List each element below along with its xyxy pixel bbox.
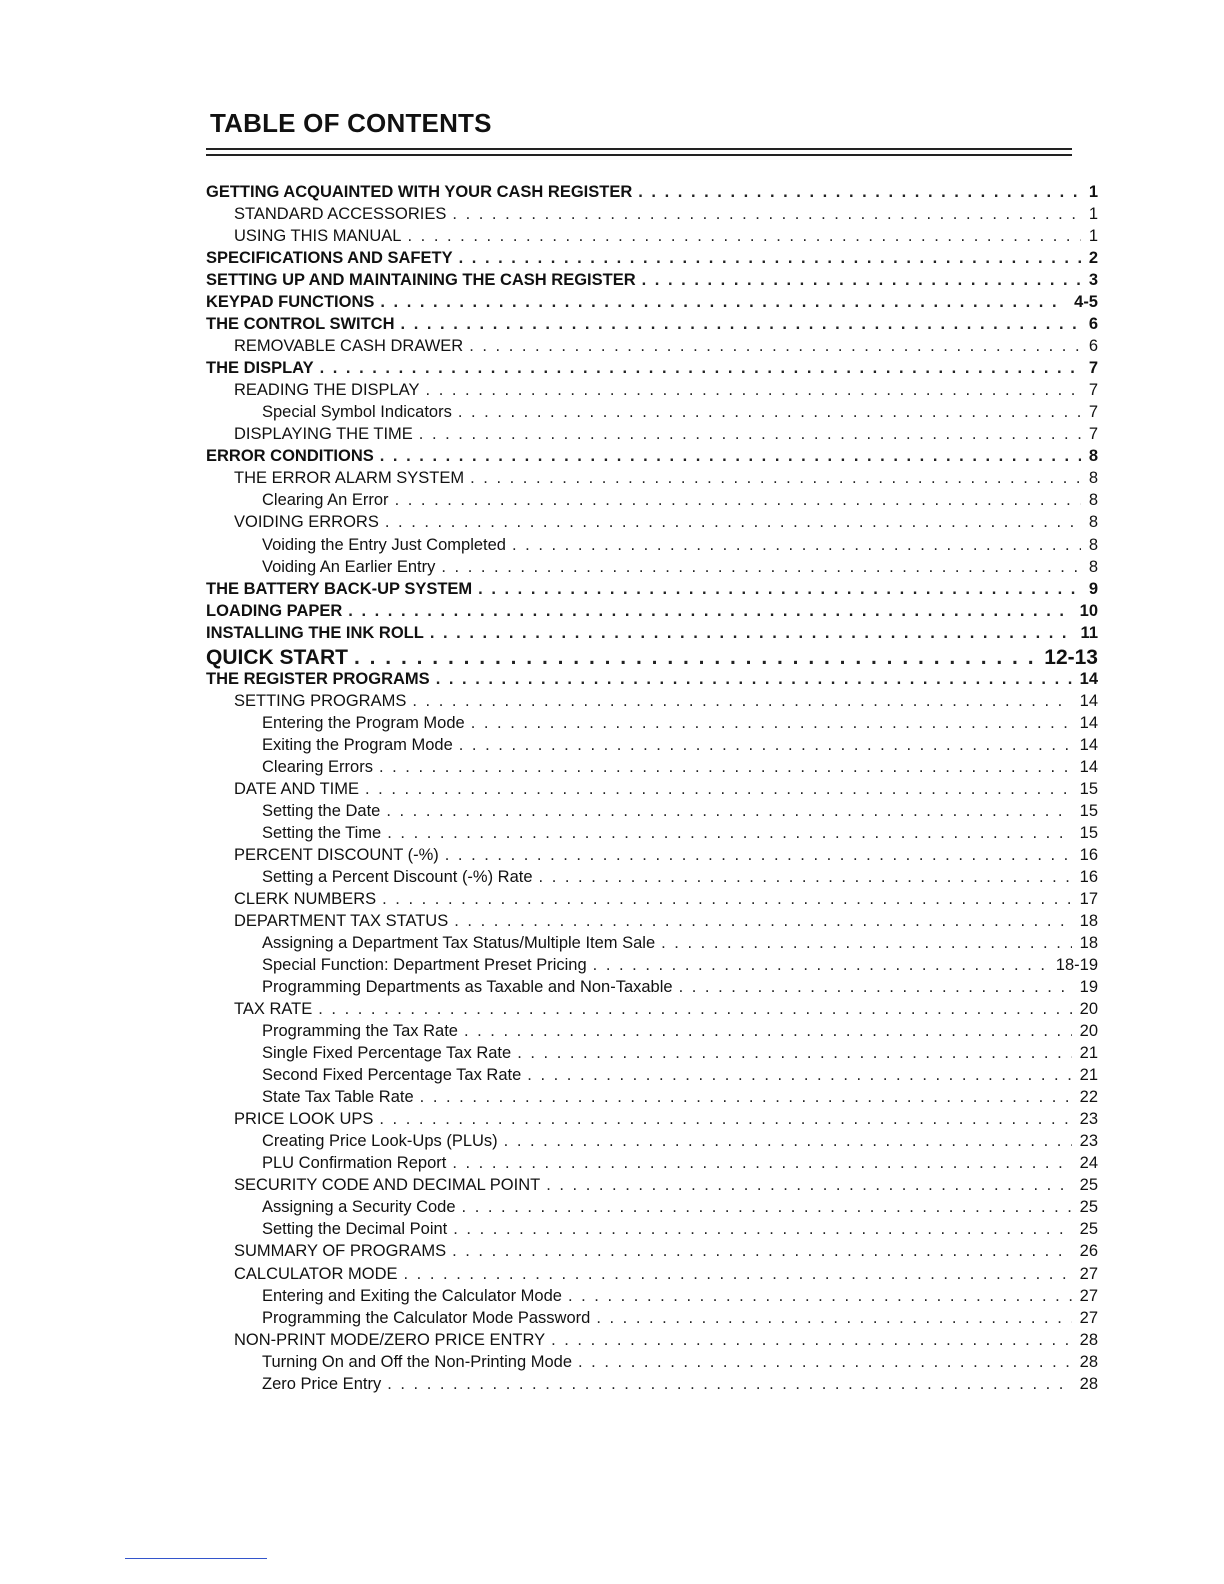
toc-entry-page: 28 bbox=[1079, 1330, 1098, 1349]
toc-entry bbox=[206, 513, 1098, 535]
toc-entry bbox=[206, 1110, 1098, 1132]
toc-entry bbox=[206, 956, 1098, 978]
toc-entry-page: 6 bbox=[1088, 315, 1098, 334]
toc-entry-label: Clearing An Error bbox=[262, 491, 389, 510]
dot-leader bbox=[539, 868, 1072, 887]
dot-leader bbox=[426, 381, 1081, 400]
toc-entry bbox=[206, 824, 1098, 846]
toc-entry bbox=[206, 846, 1098, 868]
toc-entry bbox=[206, 249, 1098, 271]
toc-entry bbox=[206, 692, 1098, 714]
dot-leader bbox=[452, 1242, 1072, 1261]
toc-entry-label: PLU Confirmation Report bbox=[262, 1154, 447, 1173]
toc-entry-page: 24 bbox=[1079, 1154, 1098, 1173]
toc-entry-label: VOIDING ERRORS bbox=[234, 513, 379, 532]
toc-entry-page: 8 bbox=[1088, 469, 1098, 488]
toc-entry bbox=[206, 868, 1098, 890]
dot-leader bbox=[469, 337, 1081, 356]
toc-entry-page: 9 bbox=[1088, 579, 1098, 598]
toc-entry-label: READING THE DISPLAY bbox=[234, 381, 420, 400]
toc-entry-label: DATE AND TIME bbox=[234, 779, 359, 798]
toc-entry-label: Clearing Errors bbox=[262, 757, 373, 776]
dot-leader bbox=[365, 780, 1072, 799]
toc-entry bbox=[206, 736, 1098, 758]
toc-entry-label: Entering and Exiting the Calculator Mode bbox=[262, 1286, 562, 1305]
toc-entry-label: Assigning a Security Code bbox=[262, 1198, 456, 1217]
toc-entry bbox=[206, 1309, 1098, 1331]
toc-entry-page: 1 bbox=[1088, 183, 1098, 201]
dot-leader bbox=[387, 1375, 1071, 1394]
toc-entry-label: Zero Price Entry bbox=[262, 1374, 382, 1393]
title-rule-top bbox=[206, 148, 1072, 150]
toc-entry bbox=[206, 934, 1098, 956]
title-rule-bottom bbox=[206, 154, 1072, 156]
toc-entry-label: Single Fixed Percentage Tax Rate bbox=[262, 1044, 512, 1063]
toc-entry-label: LOADING PAPER bbox=[206, 601, 343, 620]
toc-entry bbox=[206, 714, 1098, 736]
toc-entry-label: USING THIS MANUAL bbox=[234, 227, 402, 246]
toc-entry-label: SETTING PROGRAMS bbox=[234, 691, 407, 710]
toc-entry bbox=[206, 403, 1098, 425]
toc-entry-page: 27 bbox=[1079, 1286, 1098, 1305]
toc-entry-label: THE BATTERY BACK-UP SYSTEM bbox=[206, 579, 473, 598]
toc-entry-label: Programming the Tax Rate bbox=[262, 1022, 458, 1041]
toc-entry-page: 25 bbox=[1079, 1176, 1098, 1195]
toc-entry-page: 23 bbox=[1079, 1110, 1098, 1129]
toc-entry-label: THE ERROR ALARM SYSTEM bbox=[234, 469, 465, 488]
toc-entry bbox=[206, 912, 1098, 934]
toc-entry-page: 7 bbox=[1088, 403, 1098, 422]
toc-entry-label: THE CONTROL SWITCH bbox=[206, 315, 395, 334]
toc-entry-page: 4-5 bbox=[1074, 293, 1098, 312]
toc-entry bbox=[206, 1375, 1098, 1397]
toc-entry-page: 8 bbox=[1088, 513, 1098, 532]
toc-entry-page: 27 bbox=[1079, 1264, 1098, 1283]
toc-entry-page: 28 bbox=[1079, 1374, 1098, 1393]
toc-entry-label: Special Function: Department Preset Pricing bbox=[262, 956, 587, 975]
toc-entry bbox=[206, 469, 1098, 491]
toc-entry-page: 14 bbox=[1079, 757, 1098, 776]
toc-entry-page: 8 bbox=[1088, 535, 1098, 554]
dot-leader bbox=[578, 1353, 1072, 1372]
dot-leader bbox=[382, 890, 1072, 909]
toc-entry-label: REMOVABLE CASH DRAWER bbox=[234, 337, 464, 356]
toc-entry-label: CALCULATOR MODE bbox=[234, 1264, 398, 1283]
dot-leader bbox=[568, 1287, 1072, 1306]
dot-leader bbox=[407, 227, 1080, 246]
toc-entry bbox=[206, 1198, 1098, 1220]
toc-entry bbox=[206, 183, 1098, 205]
toc-entry bbox=[206, 1176, 1098, 1198]
dot-leader bbox=[420, 1088, 1072, 1107]
toc-entry-page: 8 bbox=[1088, 491, 1098, 510]
toc-entry bbox=[206, 293, 1098, 315]
toc-entry bbox=[206, 602, 1098, 624]
toc-entry-page: 7 bbox=[1088, 425, 1098, 444]
toc-entry-label: Creating Price Look-Ups (PLUs) bbox=[262, 1132, 498, 1151]
toc-entry bbox=[206, 558, 1098, 580]
dot-leader bbox=[385, 513, 1081, 532]
toc-entry-page: 1 bbox=[1088, 227, 1098, 246]
toc-list bbox=[206, 183, 1098, 1397]
toc-entry-label: Programming the Calculator Mode Password bbox=[262, 1308, 591, 1327]
toc-entry-label: PERCENT DISCOUNT (-%) bbox=[234, 845, 439, 864]
toc-entry-page: 22 bbox=[1079, 1088, 1098, 1107]
toc-entry-label: SPECIFICATIONS AND SAFETY bbox=[206, 249, 453, 268]
toc-entry-page: 14 bbox=[1079, 691, 1098, 710]
page-title: TABLE OF CONTENTS bbox=[210, 108, 492, 138]
toc-entry-page: 16 bbox=[1079, 867, 1098, 886]
toc-entry bbox=[206, 758, 1098, 780]
toc-entry-page: 12-13 bbox=[1044, 645, 1098, 669]
toc-entry-label: Exiting the Program Mode bbox=[262, 735, 453, 754]
toc-entry-label: INSTALLING THE INK ROLL bbox=[206, 623, 424, 642]
dot-leader bbox=[504, 1132, 1072, 1151]
toc-entry bbox=[206, 780, 1098, 802]
toc-entry-page: 16 bbox=[1079, 845, 1098, 864]
toc-entry-page: 26 bbox=[1079, 1242, 1098, 1261]
toc-entry-label: KEYPAD FUNCTIONS bbox=[206, 293, 375, 312]
toc-entry bbox=[206, 1066, 1098, 1088]
dot-leader bbox=[512, 536, 1081, 555]
toc-entry-label: THE DISPLAY bbox=[206, 359, 314, 378]
toc-entry-page: 18 bbox=[1079, 934, 1098, 953]
toc-entry bbox=[206, 1220, 1098, 1242]
toc-entry-label: SECURITY CODE AND DECIMAL POINT bbox=[234, 1176, 541, 1195]
dot-leader bbox=[459, 736, 1072, 755]
toc-entry-label: STANDARD ACCESSORIES bbox=[234, 205, 447, 224]
toc-entry bbox=[206, 447, 1098, 469]
toc-entry-label: NON-PRINT MODE/ZERO PRICE ENTRY bbox=[234, 1330, 546, 1349]
toc-entry-page: 15 bbox=[1079, 801, 1098, 820]
toc-entry bbox=[206, 1044, 1098, 1066]
toc-entry-page: 14 bbox=[1079, 669, 1098, 688]
toc-entry-page: 25 bbox=[1079, 1220, 1098, 1239]
toc-entry-label: Programming Departments as Taxable and Non-Taxable bbox=[262, 978, 673, 997]
toc-entry-page: 7 bbox=[1088, 359, 1098, 378]
toc-entry bbox=[206, 1331, 1098, 1353]
toc-entry-label: GETTING ACQUAINTED WITH YOUR CASH REGISTER bbox=[206, 183, 633, 201]
dot-leader bbox=[386, 802, 1071, 821]
toc-entry-page: 14 bbox=[1079, 735, 1098, 754]
toc-entry bbox=[206, 1000, 1098, 1022]
toc-entry-page: 19 bbox=[1079, 978, 1098, 997]
toc-entry-label: Entering the Program Mode bbox=[262, 713, 465, 732]
dot-leader bbox=[379, 758, 1072, 777]
dot-leader bbox=[478, 580, 1081, 599]
dot-leader bbox=[412, 692, 1071, 711]
dot-leader bbox=[527, 1066, 1071, 1085]
toc-entry bbox=[206, 491, 1098, 513]
toc-entry-page: 7 bbox=[1088, 381, 1098, 400]
toc-entry-page: 6 bbox=[1088, 337, 1098, 356]
dot-leader bbox=[638, 183, 1081, 202]
toc-entry-label: Second Fixed Percentage Tax Rate bbox=[262, 1066, 522, 1085]
toc-entry bbox=[206, 359, 1098, 381]
toc-entry bbox=[206, 580, 1098, 602]
page-footer-line bbox=[125, 1558, 267, 1559]
dot-leader bbox=[380, 293, 1066, 312]
toc-entry-label: DEPARTMENT TAX STATUS bbox=[234, 912, 449, 930]
toc-entry bbox=[206, 978, 1098, 1000]
toc-entry-label: SETTING UP AND MAINTAINING THE CASH REGISTER bbox=[206, 271, 636, 290]
dot-leader bbox=[419, 425, 1081, 444]
dot-leader bbox=[348, 602, 1071, 621]
toc-entry-label: Setting the Decimal Point bbox=[262, 1220, 448, 1239]
dot-leader bbox=[354, 646, 1036, 670]
toc-entry-label: Assigning a Department Tax Status/Multiple Item Sale bbox=[262, 934, 656, 953]
toc-entry-page: 18 bbox=[1079, 912, 1098, 930]
toc-entry-label: PRICE LOOK UPS bbox=[234, 1110, 374, 1129]
dot-leader bbox=[470, 469, 1081, 488]
dot-leader bbox=[471, 714, 1072, 733]
toc-entry-page: 28 bbox=[1079, 1352, 1098, 1371]
toc-entry bbox=[206, 624, 1098, 646]
toc-entry-page: 23 bbox=[1079, 1132, 1098, 1151]
toc-entry bbox=[206, 1022, 1098, 1044]
toc-entry bbox=[206, 271, 1098, 293]
toc-entry bbox=[206, 205, 1098, 227]
toc-entry bbox=[206, 1242, 1098, 1264]
toc-entry-page: 14 bbox=[1079, 713, 1098, 732]
toc-entry-label: State Tax Table Rate bbox=[262, 1088, 414, 1107]
toc-entry-page: 20 bbox=[1079, 1000, 1098, 1019]
toc-entry bbox=[206, 1088, 1098, 1110]
toc-entry-label: Setting a Percent Discount (-%) Rate bbox=[262, 867, 533, 886]
toc-entry-label: CLERK NUMBERS bbox=[234, 889, 377, 908]
toc-entry-page: 8 bbox=[1088, 557, 1098, 576]
dot-leader bbox=[445, 846, 1072, 865]
toc-entry bbox=[206, 536, 1098, 558]
dot-leader bbox=[452, 205, 1080, 224]
dot-leader bbox=[551, 1331, 1072, 1350]
toc-entry-page: 1 bbox=[1088, 205, 1098, 224]
dot-leader bbox=[452, 1154, 1071, 1173]
dot-leader bbox=[380, 447, 1081, 466]
toc-entry-page: 2 bbox=[1088, 249, 1098, 268]
toc-entry-page: 10 bbox=[1079, 601, 1098, 620]
dot-leader bbox=[546, 1176, 1071, 1195]
toc-entry-label: THE REGISTER PROGRAMS bbox=[206, 669, 430, 688]
toc-entry-label: Special Symbol Indicators bbox=[262, 403, 452, 422]
dot-leader bbox=[458, 403, 1081, 422]
toc-entry bbox=[206, 315, 1098, 337]
toc-entry bbox=[206, 1132, 1098, 1154]
toc-entry-page: 18-19 bbox=[1055, 956, 1098, 975]
toc-entry-label: Turning On and Off the Non-Printing Mode bbox=[262, 1352, 573, 1371]
dot-leader bbox=[661, 934, 1072, 953]
toc-entry bbox=[206, 646, 1098, 670]
toc-entry bbox=[206, 1265, 1098, 1287]
dot-leader bbox=[454, 912, 1071, 931]
toc-entry bbox=[206, 1287, 1098, 1309]
dot-leader bbox=[436, 670, 1072, 689]
toc-entry-label: Setting the Date bbox=[262, 801, 381, 820]
toc-entry-label: Voiding An Earlier Entry bbox=[262, 557, 436, 576]
toc-entry-page: 27 bbox=[1079, 1308, 1098, 1327]
dot-leader bbox=[318, 1000, 1071, 1019]
dot-leader bbox=[642, 271, 1081, 290]
toc-entry-page: 17 bbox=[1079, 889, 1098, 908]
toc-entry-page: 15 bbox=[1079, 779, 1098, 798]
toc-entry bbox=[206, 337, 1098, 359]
dot-leader bbox=[459, 249, 1081, 268]
toc-entry bbox=[206, 802, 1098, 824]
toc-entry bbox=[206, 381, 1098, 403]
dot-leader bbox=[464, 1022, 1072, 1041]
toc-entry-page: 21 bbox=[1079, 1044, 1098, 1063]
toc-entry-page: 11 bbox=[1080, 623, 1098, 642]
toc-entry-page: 25 bbox=[1079, 1198, 1098, 1217]
toc-entry-page: 3 bbox=[1088, 271, 1098, 290]
dot-leader bbox=[453, 1220, 1071, 1239]
dot-leader bbox=[320, 359, 1081, 378]
toc-entry-page: 8 bbox=[1088, 447, 1098, 466]
toc-entry bbox=[206, 425, 1098, 447]
toc-entry-label: QUICK START bbox=[206, 645, 348, 669]
dot-leader bbox=[517, 1044, 1071, 1063]
toc-entry-label: SUMMARY OF PROGRAMS bbox=[234, 1242, 447, 1261]
dot-leader bbox=[441, 558, 1080, 577]
dot-leader bbox=[379, 1110, 1071, 1129]
toc-entry bbox=[206, 890, 1098, 912]
dot-leader bbox=[401, 315, 1081, 334]
dot-leader bbox=[430, 624, 1073, 643]
toc-entry-page: 21 bbox=[1079, 1066, 1098, 1085]
dot-leader bbox=[596, 1309, 1071, 1328]
toc-entry bbox=[206, 1154, 1098, 1176]
dot-leader bbox=[593, 956, 1048, 975]
toc-entry-page: 15 bbox=[1079, 823, 1098, 842]
toc-entry-label: DISPLAYING THE TIME bbox=[234, 425, 413, 444]
toc-entry-label: Setting the Time bbox=[262, 823, 382, 842]
toc-entry-label: ERROR CONDITIONS bbox=[206, 447, 374, 466]
toc-entry bbox=[206, 227, 1098, 249]
dot-leader bbox=[395, 491, 1081, 510]
toc-entry-label: Voiding the Entry Just Completed bbox=[262, 535, 506, 554]
toc-entry-page: 20 bbox=[1079, 1022, 1098, 1041]
dot-leader bbox=[404, 1265, 1072, 1284]
dot-leader bbox=[387, 824, 1071, 843]
toc-entry-label: TAX RATE bbox=[234, 1000, 313, 1019]
toc-entry bbox=[206, 1353, 1098, 1375]
dot-leader bbox=[679, 978, 1072, 997]
dot-leader bbox=[462, 1198, 1072, 1217]
toc-entry bbox=[206, 670, 1098, 692]
